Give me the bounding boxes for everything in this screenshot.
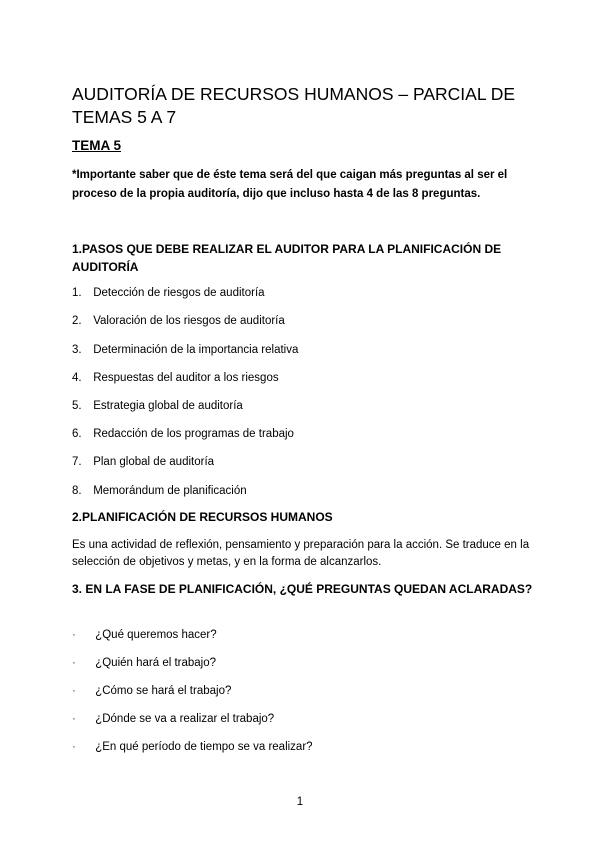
bullet-item-text: ¿En qué período de tiempo se va realizar? (95, 741, 313, 753)
list-item (72, 342, 298, 358)
bullet-icon: · (72, 629, 76, 641)
list-item-text: Redacción de los programas de trabajo (93, 428, 294, 440)
list-item (72, 398, 243, 414)
bullet-item (72, 655, 216, 671)
bullet-icon: · (72, 713, 76, 725)
list-item (72, 370, 279, 386)
bullet-item-text: ¿Cómo se hará el trabajo? (95, 685, 232, 697)
list-item-text: Plan global de auditoría (93, 456, 215, 468)
bullet-item (72, 711, 274, 727)
page-number: 1 (296, 796, 304, 808)
section-2-heading: 2.PLANIFICACIÓN DE RECURSOS HUMANOS (72, 510, 333, 524)
list-item-number: 2. (72, 315, 82, 327)
bullet-item (72, 739, 313, 755)
document-title: AUDITORÍA DE RECURSOS HUMANOS – PARCIAL DE TEMAS 5 A 7 (72, 84, 516, 127)
section-1-heading: 1.PASOS QUE DEBE REALIZAR EL AUDITOR PARA LA PLANIFICACIÓN DE AUDITORÍA (72, 242, 502, 274)
bullet-icon: · (72, 685, 76, 697)
list-item-text: Memorándum de planificación (93, 485, 247, 497)
tema-heading: TEMA 5 (72, 138, 122, 153)
bullet-item-text: ¿Quién hará el trabajo? (95, 657, 217, 669)
bullet-item-text: ¿Qué queremos hacer? (95, 629, 217, 641)
list-item-number: 7. (72, 456, 82, 468)
bullet-item-text: ¿Dónde se va a realizar el trabajo? (95, 713, 275, 725)
list-item-number: 6. (72, 428, 82, 440)
bullet-item (72, 627, 217, 643)
bullet-icon: · (72, 657, 76, 669)
list-item-text: Respuestas del auditor a los riesgos (93, 372, 279, 384)
list-item-text: Estrategia global de auditoría (93, 400, 243, 412)
list-item-number: 8. (72, 485, 82, 497)
important-note: *Importante saber que de éste tema será del que caigan más preguntas al ser el proceso de la propia auditoría, dijo que incluso hasta 4 de las 8 preguntas. (72, 169, 508, 200)
list-item-number: 4. (72, 372, 82, 384)
bullet-icon: · (72, 741, 76, 753)
list-item (72, 285, 265, 301)
list-item-number: 5. (72, 400, 82, 412)
bullet-item (72, 683, 231, 699)
list-item-text: Valoración de los riesgos de auditoría (93, 315, 285, 327)
list-item (72, 426, 294, 442)
section-2-paragraph: Es una actividad de reflexión, pensamiento y preparación para la acción. Se traduce en la selección de objetivos y metas, y en la forma de alcanzarlos. (72, 539, 530, 568)
list-item (72, 313, 285, 329)
list-item (72, 454, 214, 470)
list-item-text: Detección de riesgos de auditoría (93, 287, 265, 299)
section-3-heading: 3. EN LA FASE DE PLANIFICACIÓN, ¿QUÉ PREGUNTAS QUEDAN ACLARADAS? (72, 582, 533, 596)
list-item-number: 1. (72, 287, 82, 299)
list-item (72, 483, 247, 499)
list-item-number: 3. (72, 344, 82, 356)
list-item-text: Determinación de la importancia relativa (93, 344, 299, 356)
